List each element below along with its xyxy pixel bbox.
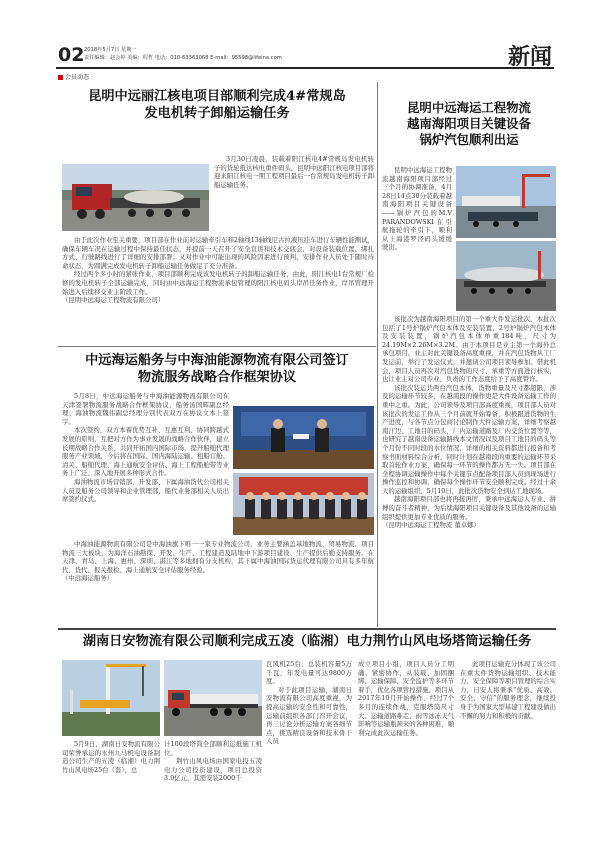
article1-source: （昆明中远海运工程物流有限公司） (62, 296, 165, 305)
bottom-article-divider (58, 628, 556, 630)
article4-col1 (62, 740, 160, 858)
article4-col2-text: 计100段塔筒全部顺利运抵施工机位。 (164, 740, 262, 757)
article1-para3: 经过两个多小时的紧张作业，项目部顺利完成该发电机转子的卸船运输任务，由此，阳江核电1台常规厂检修的发电机转子全部运输完成，同时由中远海运工程物流承包管理的阳江核电码头岸吊任务作业，岸吊管理开始进入后续移交业主阶段工作。 (62, 270, 374, 296)
article4-col4 (358, 660, 454, 858)
article4-col1-text: 5月9日，湖南日安物流有限公司荣誉承运的永州九马机电设备制造公司生产的五凌（临湘）电力荆竹山风电场25台（套），总 (62, 740, 160, 774)
article3-headline-line2: 越南海阳项目关键设备 (407, 116, 531, 131)
column-label-text: 会员动态 (65, 74, 90, 81)
article3-headline-line1: 昆明中远海运工程物流 (407, 100, 531, 115)
article1-lead-text: 3月30日凌晨，装载着阳江核电4#常规岛发电机转子的货轮抵达核电重件码头，昆明中远阳江核电项目部将迎来阳江核电一期工程项目最后一台常规岛发电机转子卸船运输任务。 (214, 155, 374, 189)
article3-para2: 该批次为越南海阳项目的第一个重大件发运批次，本批次包括了1号炉锅炉汽包本体及安装装置，2号炉锅炉汽包本体及安装装置，锅炉汽包本体单重184吨，尺寸为24.19M×2.26M×3.2M。由于本项目是业主第一个海外总承包项目，业主对此关键设备高度重视，并在汽包货物从工厂发运前，举行了发运仪式，并邀请公司项目领导参加。借此机会，项目人员再次对汽包货物的尺寸、承重等方面进行核实，也让业主对公司专业、负责的工作态度给予了高度赞许。 (382, 315, 556, 384)
article2-headline-line2: 物流服务战略合作框架协议 (137, 370, 297, 385)
article2-photo-group (233, 473, 374, 535)
article4-photo-truck (164, 660, 262, 736)
article2-para2: 本次签约，双方本着优势互补、互惠互利、协同跨越式发展的原则，互把对方作为事业发展的战略合作伙伴，建立长期战略合作关系，共同开拓国内国际市场，提升船舶代理服务产业领域，今后将在国际、国内海陆运输、租船订舱、清关、船舶代理、海上通航安全评估、海上工程船舶带等业务上广泛、深入地开展多种形式合作。 (62, 426, 229, 478)
masthead-date: 2018年5月7日 星期一 (84, 47, 137, 53)
article3-photo-port (456, 166, 556, 238)
article4-col2 (164, 740, 262, 858)
article3-source: （昆明中远海运工程物流 董卓娜） (382, 521, 480, 530)
article2-photo-signing (233, 406, 374, 469)
article2-body-bottom (62, 540, 374, 618)
article4-col3-para: 对于此项目运输，湖南日安物流有限公司高度重视，为提高运输的安全性和可靠性，运输前组织各部门召开会议，再三讨论分析运输方案各细节点，挑选精良设备和技术骨干人员 (266, 685, 352, 746)
article1-headline-line1: 昆明中远丽江核电项目部顺利完成4#常规岛 (88, 89, 346, 104)
article3-para1: 昆明中远海运工程物流越南海阳项目部经过三个月的协调准备，4月28日14点30分装载着越南海阳项目关键设备——锅炉汽包的M.V PARANDOWSKI在引航拖轮的牵引下，顺利从上海港罗泾码头缓缓驶出。 (382, 166, 452, 252)
article3-para3: 该批次装运共两台汽包本体，货物重量及尺寸都超限，涉及的运输环节较多，在越南段的操作更是大件设备运输工作的重中之重。为此，公司领导及项目部高度重视，项目部人员对该批次的发运工作从三个月前就开始筹备，积极跟进货物的生产进度，与各节点分包商讨论制作大件运输方案，详细考察越南江边、工地目的码头，厂内运输道路及厂内交货位置等等，也研究了越南设备运输路线本文情况以及项目工地目的码头等个月份不同时段的水位情况，详细的相关资料都进行报备和考察书面材料综合分析，同时计划在越南段的重要的运输环节采取首轮作业方案，确保每一环节的操作都万无一失。项目部在全程协调运输操作中每个关键节点配备项目部人员到现场进行操作监控和协调，确保每个操作环节安全顺利完成。经过十余天的运输组织，5月10日，此批次货物安全到达工地现场。 (382, 383, 556, 495)
article1-body (62, 236, 374, 334)
column-marker-icon (58, 75, 63, 80)
article2-headline-line1: 中远海运船务与中海油能源物流有限公司签订 (85, 353, 349, 368)
article4-photo-crane (62, 660, 160, 736)
article2-para4: 中海油能源物流有限公司是中海油旗下唯一一家专业物流公司，业务主要涵盖基地物流、贸易物流、项目物流三大板块，为海洋石油勘探、开发、生产、工程建造及陆地中下游项目建设、生产提供后勤支持服务。在天津、青岛、上海、惠州、深圳、湛江等多地拥有分支机构，其下属中海油国际货运代理有限公司具有多年航代、货代、报关报检、海上通航安全评估服务经验。 (62, 540, 374, 574)
article1-para2: 由于此次作业至关重要，项目部在作业前对运输牵引车和2轴线13轴线尼古拉液压挂车进行车辆性能测试，确保车辆车况在运输过程中保持最佳状态，并提前一天召开了安全宣讲和技术交底会，对设备装载位置、绑扎方式、行驶路线进行了详细的安排部署；又对作业中可能出现的风险因素进行预判，安排作业人员处于随时待命状态，为圆满完成发电机转子卸船运输任务做足了充分准备。 (62, 236, 374, 270)
article1-photo (62, 164, 209, 231)
article4-col2-para: 荆竹山风电场由国家电投五凌电力公司投资建设，项目总投资3.9亿元，其需安装2000千 (164, 757, 262, 783)
article2-para3: 海油物流市场营销部、开发部、下属海油货代公司相关人员及船务公司领导和企业管理部、船代业务部相关人员出席签约仪式。 (62, 477, 229, 504)
article-divider (58, 346, 376, 347)
page-number: 02 (58, 44, 85, 66)
article1-lead (214, 155, 374, 234)
article3-body (382, 315, 556, 621)
article4-col3-text: 瓦风机25台，总装机容量5万千瓦，年发电量可达9800万度。 (266, 660, 352, 686)
section-title: 新闻 (507, 44, 552, 70)
column-label (58, 72, 89, 81)
article4-col5-text: 此项目运输充分体现了该公司在重大件货物运输组织、技术能力、安全保障等项目管理的综合实力，日安人将秉承“优质、高效、安全、守信”的服务理念，继续投身于为国家大型基建工程建设做出不懈的努力和积极的贡献。 (460, 660, 556, 720)
masthead-meta (84, 47, 282, 62)
article4-col5 (460, 660, 556, 858)
article2-para1: 5月8日，中远海运船务与中海油能源物流有限公司在天津签署物流服务战略合作框架协议，船务汤国辉副总经理、海油物流魏伟副总经理分别代表双方在协议文本上签字。 (62, 392, 229, 426)
masthead-rule (56, 67, 554, 69)
article4-col4-text: 成立项目小组，项目人员分工明确、紧密协作，从装载、加固捆绑、运输保障、安全监护等多环节着手，优化各项管控措施。项目从2017年10月开始操作，经过7个多月的连续作战，克服塔筒尺寸大、运输道路难走、雨雪冰冻天气影响等运输瓶颈来的各种困难，顺利完成此次运输任务。 (358, 660, 454, 737)
article1-headline-line2: 发电机转子卸船运输任务 (144, 106, 290, 121)
article2-source: （中远海运船务） (62, 574, 114, 583)
article4-headline: 湖南日安物流有限公司顺利完成五凌（临湘）电力荆竹山风电场塔筒运输任务 (82, 634, 532, 649)
article3-lead (382, 166, 452, 312)
masthead-contact: 责任编辑：赵会婷 美编：程哲 电话：010-63363068 E-mail：95598@lifeina.com (84, 54, 282, 61)
article4-col3 (266, 660, 352, 858)
article3-para4: 越南海阳项目部也将再接再厉，秉承中远海运人专业、拼搏的奋斗者精神，为后续海阳项目关键设备及其他设备的运输组织提供更加专业优质的服务。 (382, 495, 556, 521)
article3-headline-line3: 锅炉汽包顺利出运 (419, 132, 519, 147)
article3-headline (382, 100, 556, 148)
article3-photo-boiler (456, 241, 556, 311)
article1-headline (60, 88, 374, 122)
article2-headline (60, 352, 374, 386)
column-divider (377, 82, 378, 627)
